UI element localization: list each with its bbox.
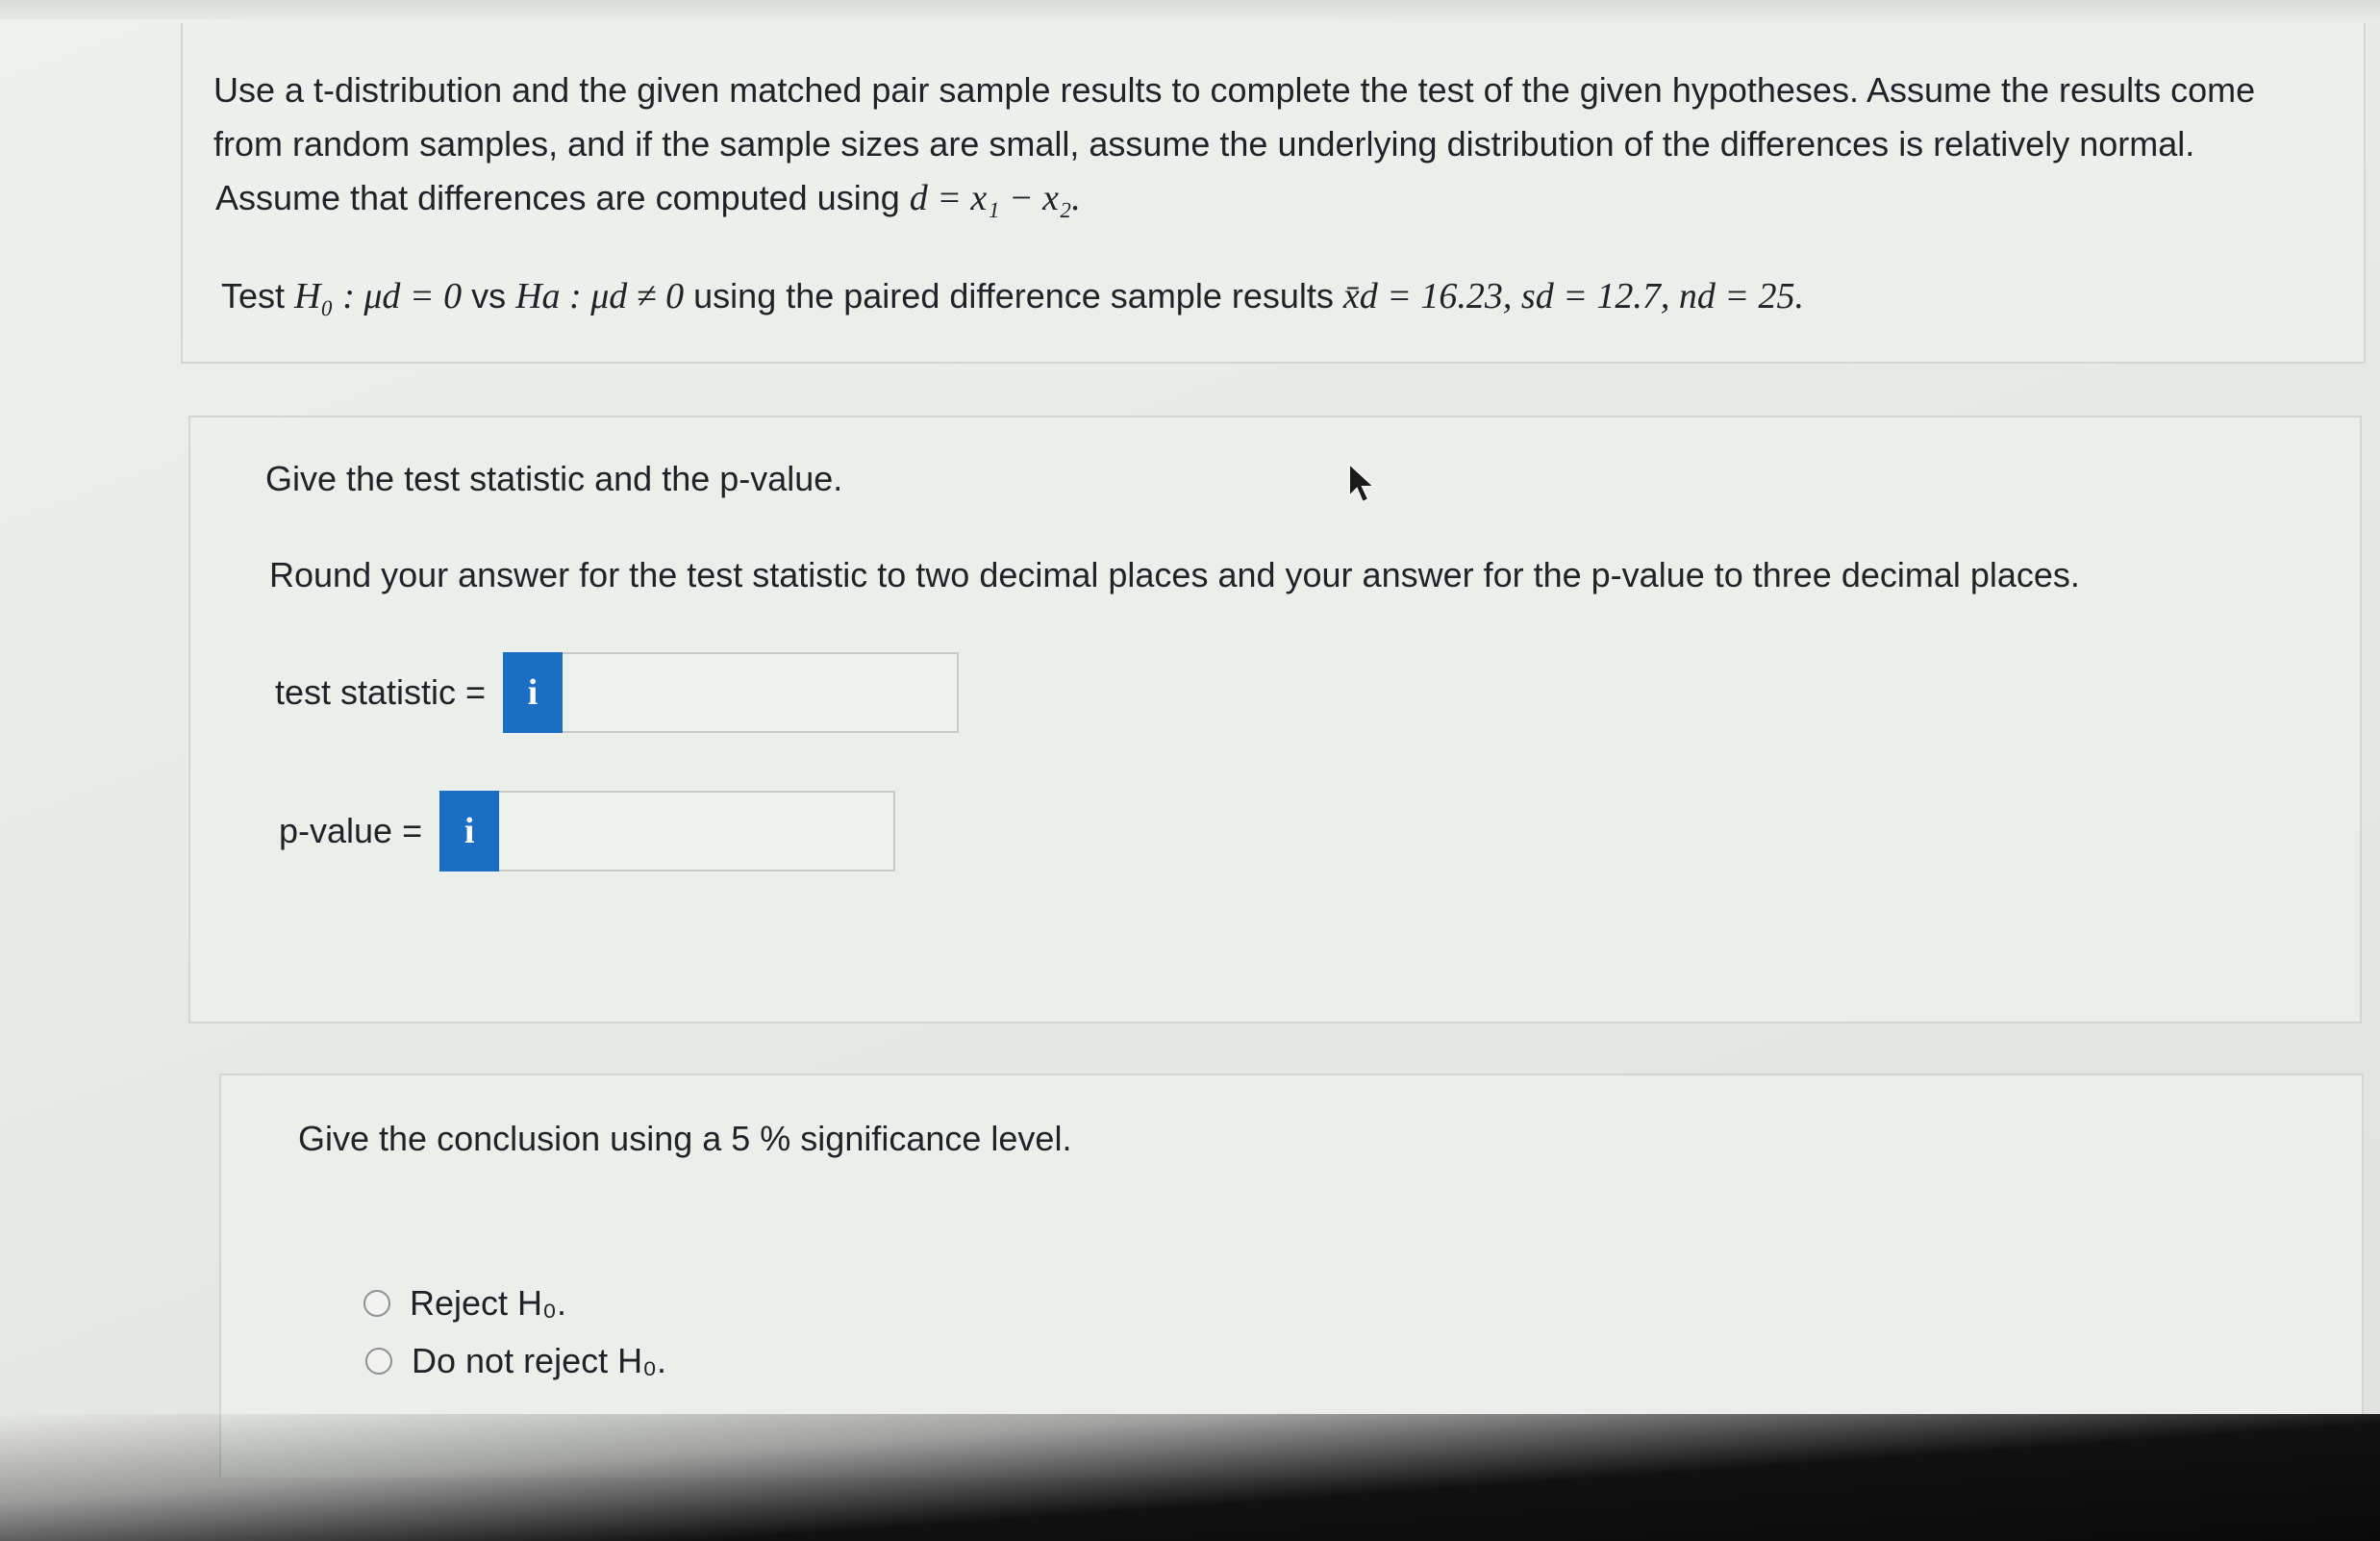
option-reject-h0[interactable]: [363, 1283, 566, 1324]
p-value-input[interactable]: [499, 791, 895, 872]
info-icon: i: [527, 672, 539, 713]
question-intro-line-1: Use a t-distribution and the given matched pair sample results to complete the test of the given hypotheses. Assume the results come: [213, 70, 2256, 110]
question-card: [181, 23, 2366, 364]
test-statistic-label: test statistic =: [275, 672, 487, 712]
option-label: Reject H₀.: [410, 1283, 566, 1323]
radio-button[interactable]: [363, 1290, 390, 1317]
alternative-hypothesis: Ha : μd ≠ 0: [515, 276, 685, 316]
test-middle-text: using the paired difference sample results: [693, 276, 1334, 316]
rounding-instructions: Round your answer for the test statistic to two decimal places and your answer for the p-value to three decimal places.: [269, 555, 2080, 594]
p-value-row: [279, 791, 895, 872]
question-intro-line-3-prefix: Assume that differences are computed using: [215, 178, 900, 217]
test-statistic-row: [275, 652, 959, 733]
test-statistic-info-button[interactable]: [503, 652, 563, 733]
hypothesis-test-statement: [221, 269, 1804, 323]
info-icon: i: [463, 811, 475, 851]
vs-word: vs: [471, 276, 507, 316]
monitor-bezel: [0, 1414, 2380, 1541]
difference-formula: d = x₁ − x₂.: [909, 178, 1081, 218]
screen-top-edge: [0, 0, 2380, 19]
option-do-not-reject-h0[interactable]: [365, 1341, 666, 1381]
conclusion-prompt: Give the conclusion using a 5 % significance level.: [298, 1119, 1072, 1158]
option-label: Do not reject H₀.: [412, 1341, 667, 1380]
radio-button[interactable]: [365, 1348, 392, 1375]
test-prefix: Test: [221, 276, 286, 316]
question-intro-line-3: [215, 171, 1081, 225]
question-intro-line-2: from random samples, and if the sample sizes are small, assume the underlying distribution of the differences is relatively normal.: [213, 124, 2195, 164]
null-hypothesis: H₀ : μd = 0: [294, 276, 463, 316]
answer-prompt: Give the test statistic and the p-value.: [265, 459, 843, 498]
mouse-cursor-icon: [1346, 462, 1379, 506]
test-statistic-input[interactable]: [563, 652, 959, 733]
p-value-label: p-value =: [279, 811, 423, 850]
p-value-info-button[interactable]: [439, 791, 499, 872]
answer-card: [188, 416, 2362, 1023]
sample-results: x̄d = 16.23, sd = 12.7, nd = 25.: [1342, 276, 1804, 316]
